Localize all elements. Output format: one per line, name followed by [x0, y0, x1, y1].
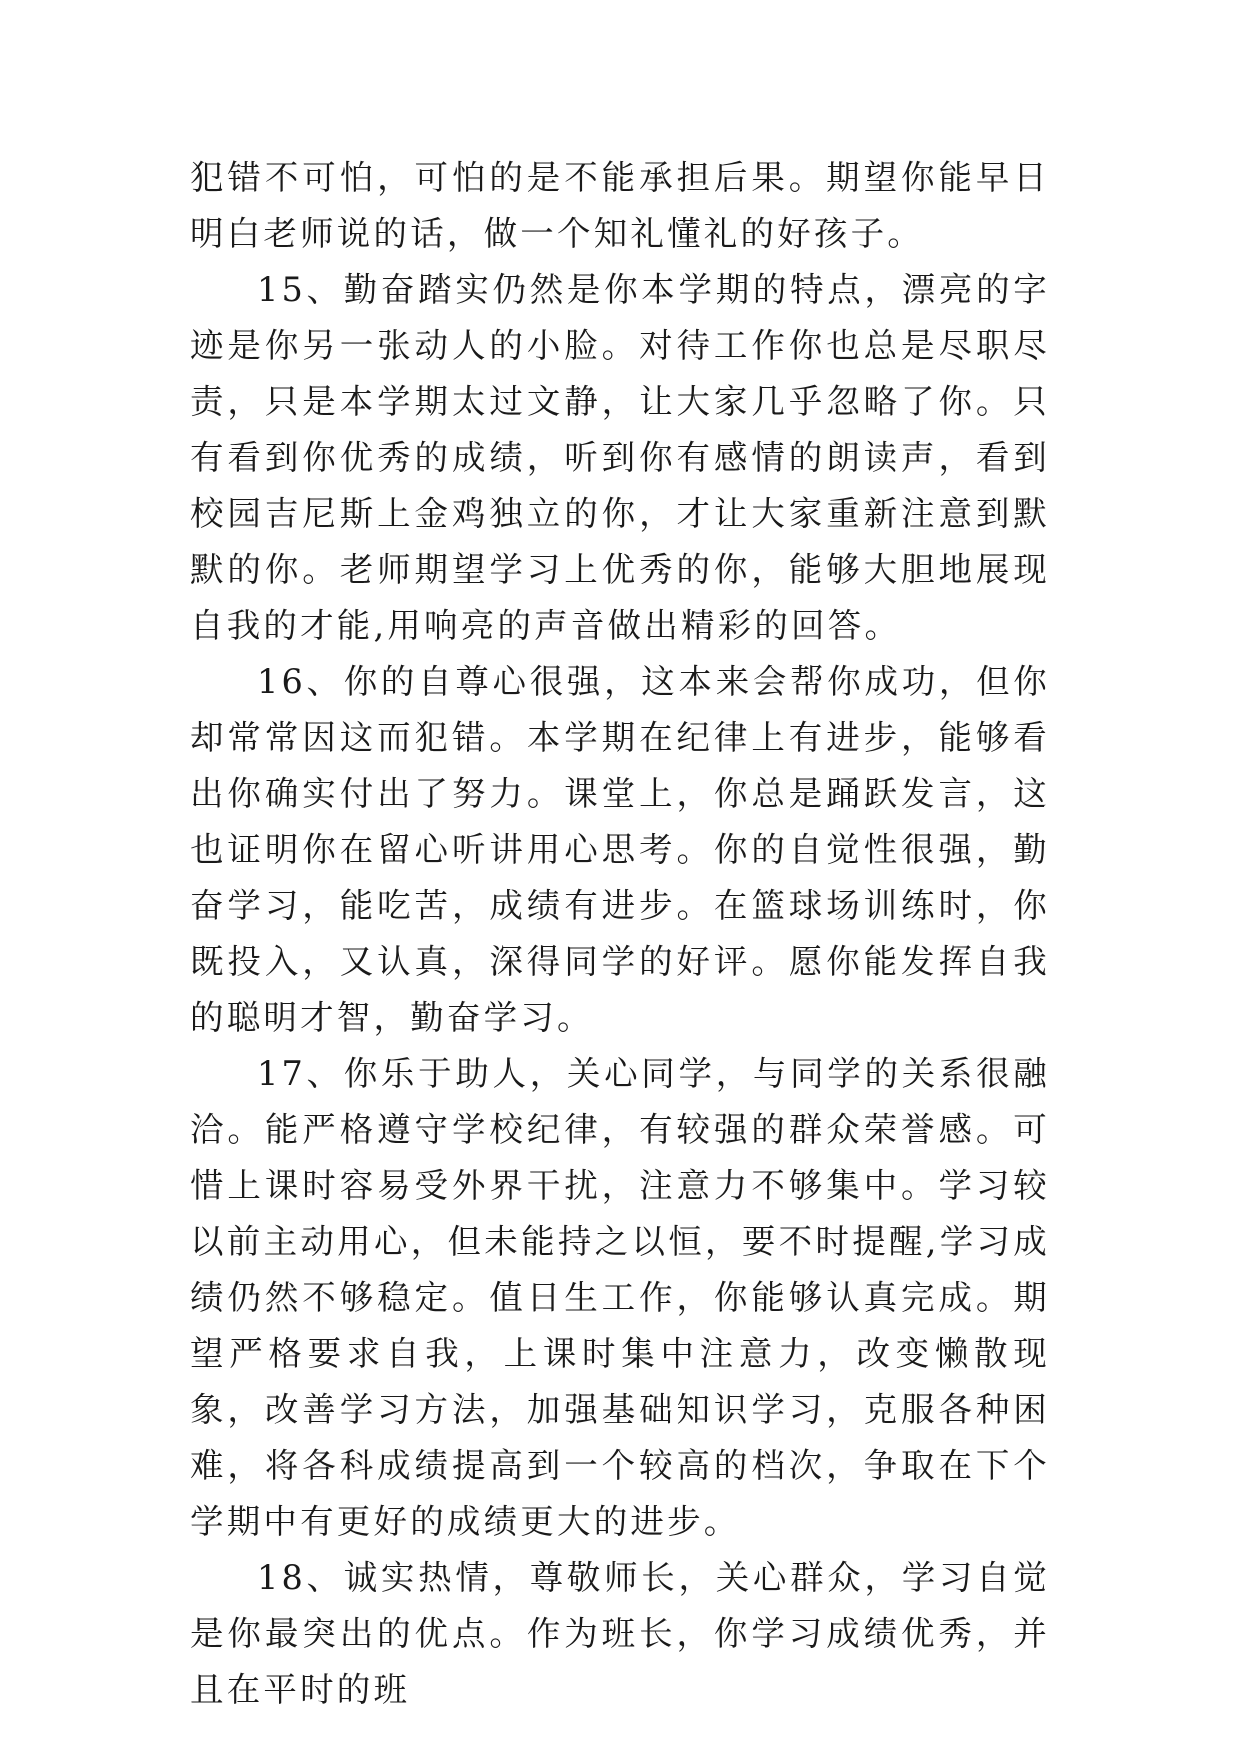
text-line: 才让大家重新注意到默默的你。老师期望学习上优秀的你，: [190, 494, 1051, 589]
text-line: 下个学期中有更好的成绩更大的进步。: [190, 1446, 1050, 1541]
paragraph-comment-16: [190, 654, 1050, 1046]
text-line: 16、你的自尊心很强，这本来会帮你成功，但你却常常: [190, 662, 1050, 757]
text-line: 师说的话，做一个知礼懂礼的好孩子。: [300, 214, 925, 253]
text-line: 步。在篮球场训练时，你既投入，又认真，深得同学的好评。: [190, 886, 1051, 981]
text-line: 工作，你能够认真完成。期望严格要求自我，上课时集中注: [190, 1278, 1051, 1373]
text-line: 了努力。课堂上，你总是踊跃发言，这也证明你在留心听讲: [190, 774, 1051, 869]
text-line: 另一张动人的小脸。对待工作你也总是尽职尽责，只是本学: [190, 326, 1051, 421]
text-line: 严格遵守学校纪律，有较强的群众荣誉感。可惜上课时容易: [190, 1110, 1051, 1205]
text-line: 犯错不可怕，可怕的是不能承担后果。期望你能早日明白老: [190, 158, 1050, 253]
text-line: 因这而犯错。本学期在纪律上有进步，能够看出你确实付出: [190, 718, 1051, 813]
paragraph-comment-17: [190, 1046, 1050, 1550]
text-line: 突出的优点。作为班长，你学习成绩优秀，并且在平时的班: [190, 1614, 1051, 1709]
text-line: 用心思考。你的自觉性很强，勤奋学习，能吃苦，成绩有进: [190, 830, 1050, 925]
text-line: 听到你有感情的朗读声，看到校园吉尼斯上金鸡独立的你，: [190, 438, 1051, 533]
text-line: 能够大胆地展现自我的才能,用响亮的声音做出精彩的回答。: [190, 550, 1050, 645]
paragraph-comment-18: [190, 1550, 1050, 1718]
text-line: 意力，改变懒散现象，改善学习方法，加强基础知识学习，: [190, 1334, 1050, 1429]
text-line: 期太过文静，让大家几乎忽略了你。只有看到你优秀的成绩，: [190, 382, 1051, 477]
text-line: 受外界干扰，注意力不够集中。学习较以前主动用心，但未: [190, 1166, 1051, 1261]
text-line: 克服各种困难，将各科成绩提高到一个较高的档次，争取在: [190, 1390, 1050, 1485]
paragraph-comment-15: [190, 262, 1050, 654]
text-line: 18、诚实热情，尊敬师长，关心群众，学习自觉是你最: [190, 1558, 1050, 1653]
document-body: [190, 150, 1050, 1718]
text-line: 愿你能发挥自我的聪明才智，勤奋学习。: [190, 942, 1050, 1037]
text-line: 能持之以恒，要不时提醒,学习成绩仍然不够稳定。值日生: [190, 1222, 1050, 1317]
paragraph-continuation: [190, 150, 1050, 262]
text-line: 15、勤奋踏实仍然是你本学期的特点，漂亮的字迹是你: [190, 270, 1050, 365]
text-line: 17、你乐于助人，关心同学，与同学的关系很融洽。能: [190, 1054, 1050, 1149]
